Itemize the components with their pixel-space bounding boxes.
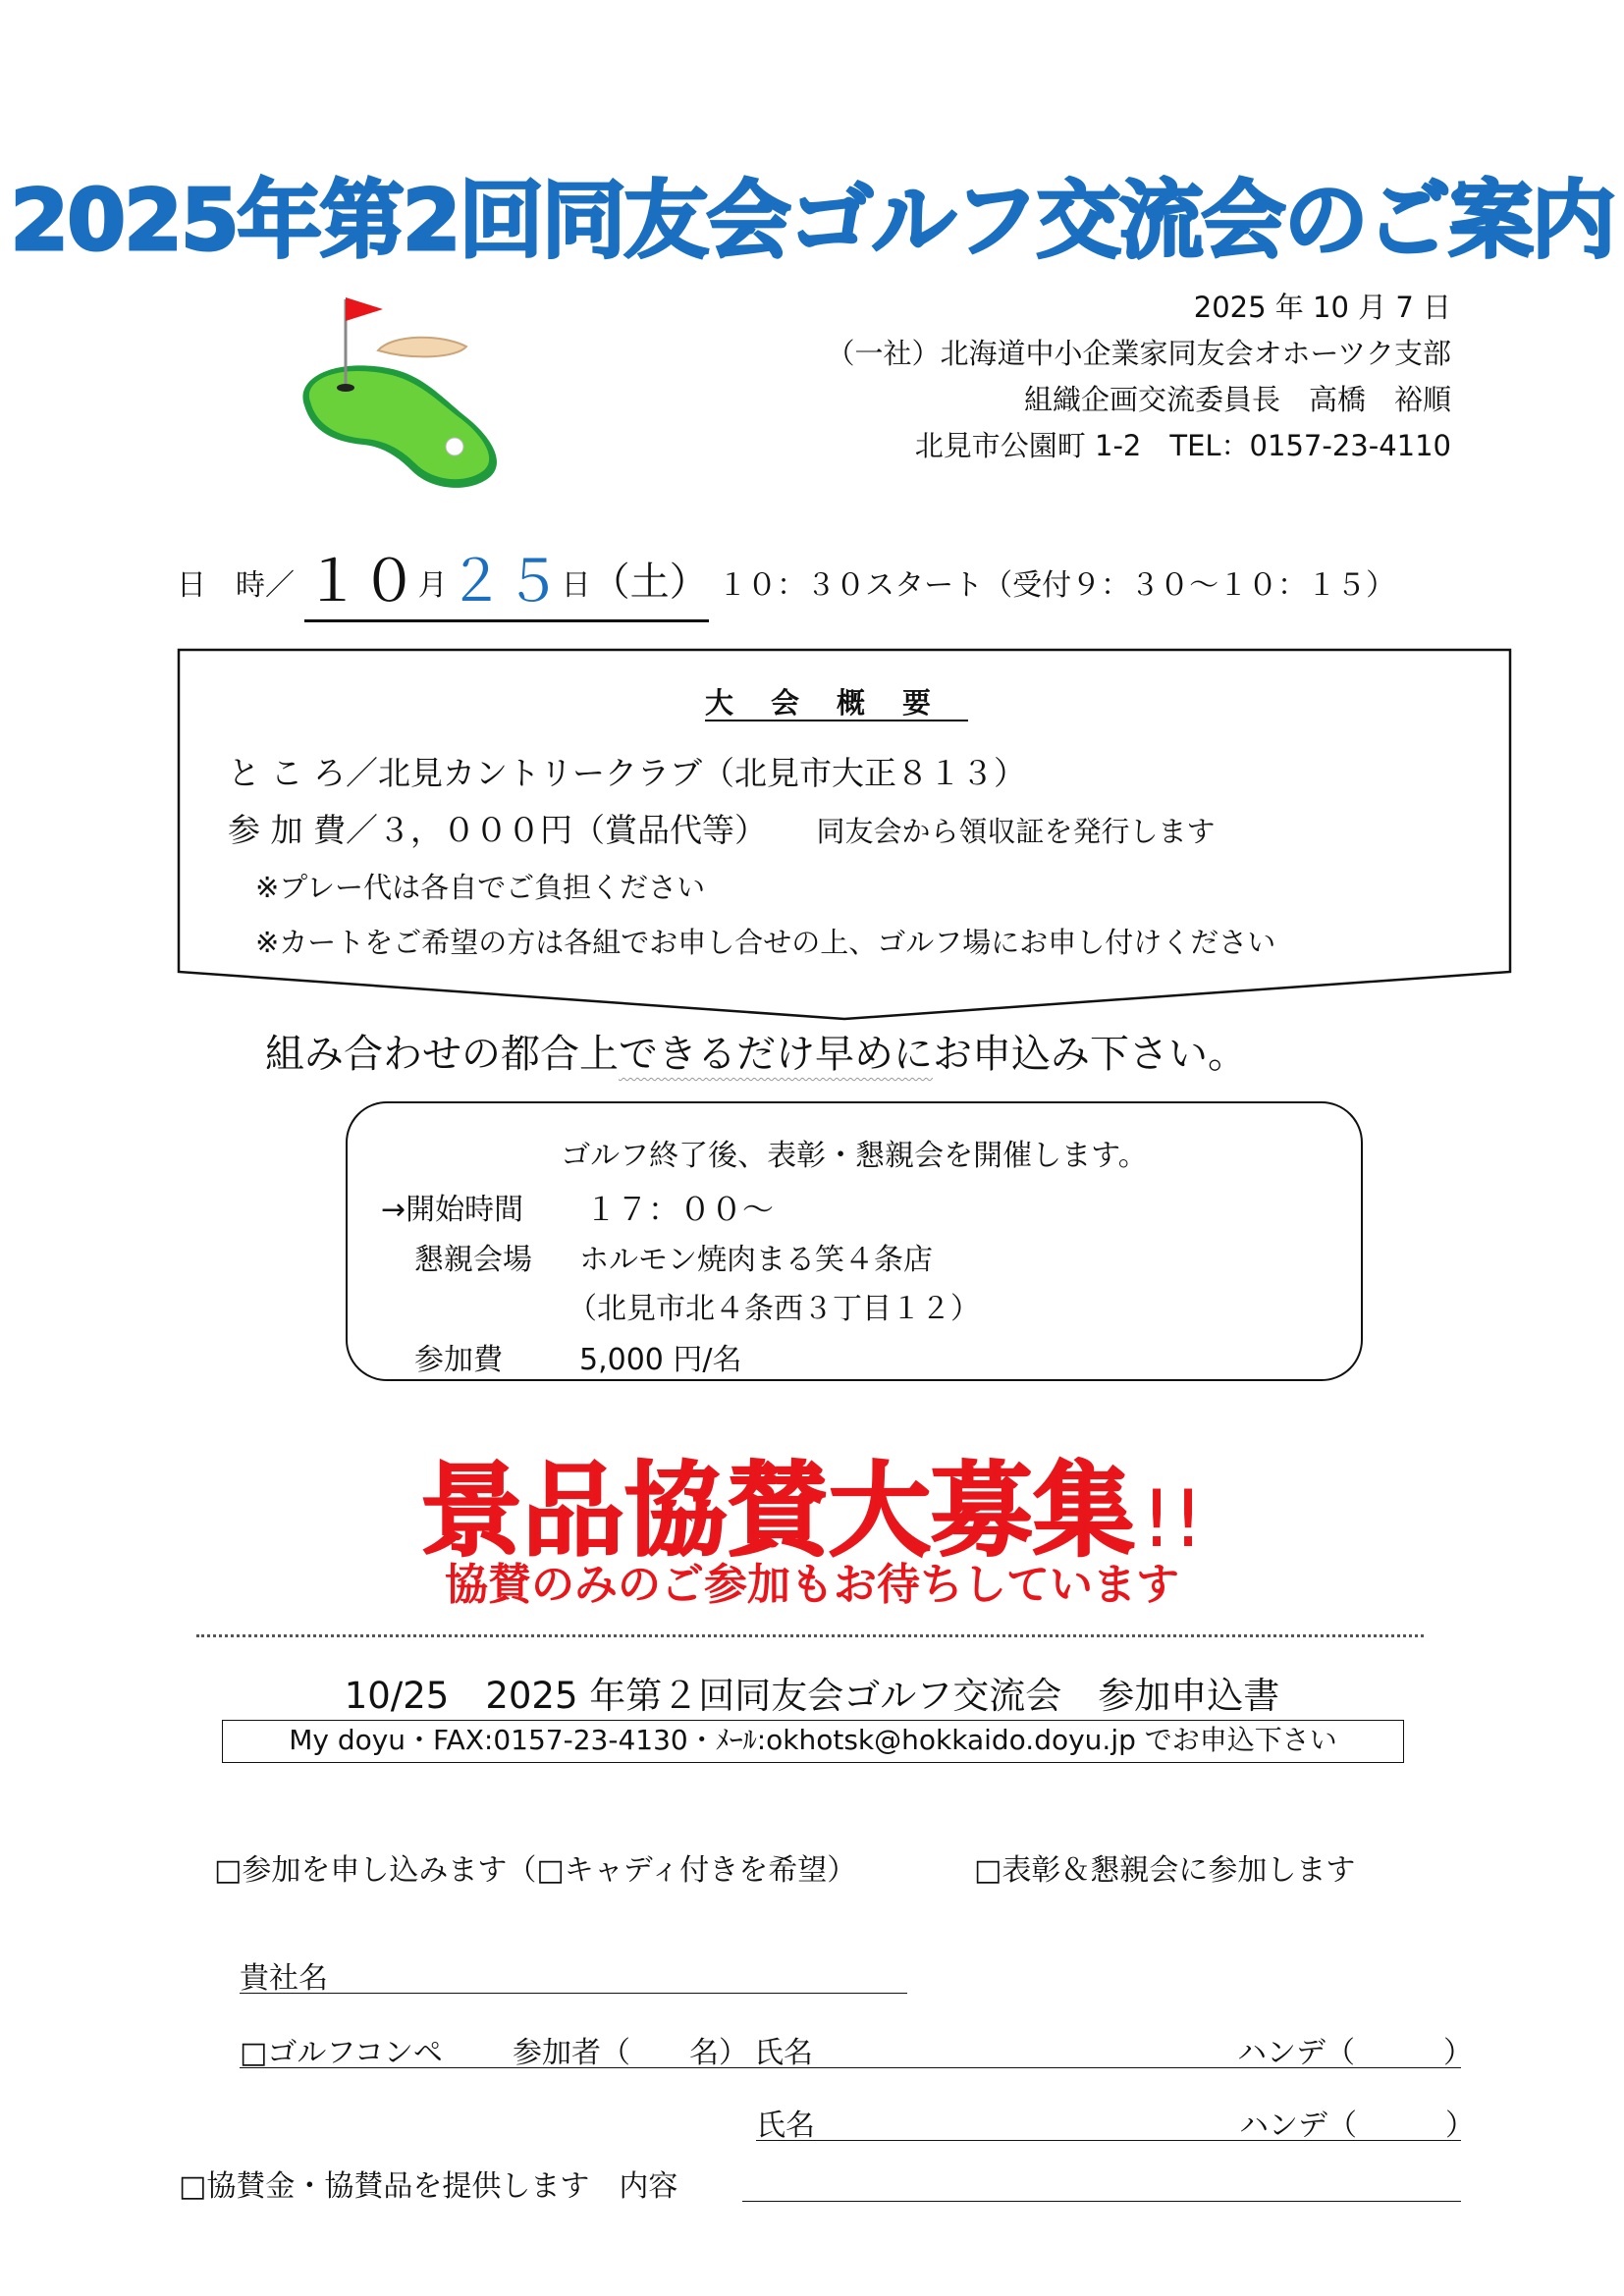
apply-early-notice: 組み合わせの都合上できるだけ早めにお申込み下さい。: [265, 1032, 1247, 1077]
overview-note-cart: ※カートをご希望の方は各組でお申し合せの上、ゴルフ場にお申し付けください: [255, 926, 1276, 959]
overview-note-play: ※プレー代は各自でご負担ください: [255, 871, 706, 904]
checkbox-party[interactable]: □表彰＆懇親会に参加します: [974, 1853, 1356, 1888]
event-time: １０：３０スタート（受付９：３０〜１０：１５）: [718, 568, 1396, 603]
name-label-1: 氏名: [754, 2036, 813, 2070]
sponsor-subline: 協賛のみのご参加もお待ちしています: [445, 1560, 1179, 1610]
form-contact: My doyu・FAX:0157-23-4130・ﾒｰﾙ:okhotsk@hokkaido.doyu.jp でお申込下さい: [222, 1720, 1404, 1763]
sender-person: 組織企画交流委員長 高橋 裕順: [1023, 383, 1451, 416]
overview-heading: 大会概要: [704, 686, 968, 720]
event-month-unit: 月: [417, 568, 448, 603]
sender-org: （一社）北海道中小企業家同友会オホーツク支部: [826, 337, 1451, 370]
party-fee-label: 参加費: [414, 1343, 503, 1377]
sponsor-exclaim: !!: [1140, 1473, 1205, 1565]
overview-fee-row: [228, 805, 1216, 851]
overview-place: と こ ろ／北見カントリークラブ（北見市大正８１３）: [228, 754, 1026, 792]
event-month: １０: [303, 548, 418, 614]
checkbox-compe[interactable]: □ゴルフコンペ: [240, 2036, 443, 2070]
party-start-label: →開始時間: [381, 1193, 524, 1227]
overview-fee: 参 加 費／３，０００円（賞品代等）: [228, 811, 767, 849]
event-day: ２５: [447, 548, 562, 614]
overview-fee-note: 同友会から領収証を発行します: [816, 815, 1216, 848]
company-label: 貴社名: [240, 1961, 328, 1996]
checkbox-join[interactable]: □参加を申し込みます（□キャディ付きを希望）: [214, 1853, 857, 1888]
cut-line: [196, 1634, 1424, 1637]
datetime-label: 日 時／: [177, 568, 295, 603]
party-venue-address: （北見市北４条西３丁目１２）: [568, 1292, 980, 1326]
compe-entry-field-1[interactable]: [240, 2067, 1461, 2068]
sender-block: [826, 285, 1451, 469]
handicap-label-2: ハンデ（ ）: [1239, 2109, 1475, 2143]
event-weekday: （土）: [590, 560, 709, 605]
party-venue-value: ホルモン焼肉まる笑４条店: [579, 1243, 933, 1277]
sender-address: 北見市公園町 1-2 TEL：0157-23-4110: [914, 429, 1451, 462]
party-venue-label: 懇親会場: [414, 1243, 532, 1277]
compe-entry-field-2[interactable]: [756, 2140, 1461, 2141]
event-day-unit: 日: [561, 568, 591, 603]
event-date: [304, 535, 709, 622]
company-field[interactable]: [240, 1993, 907, 1994]
party-heading: ゴルフ終了後、表彰・懇親会を開催します。: [561, 1139, 1148, 1173]
golf-green-icon: [295, 290, 511, 496]
party-start-value: １７：００〜: [585, 1191, 775, 1228]
form-title: 10/25 2025 年第２回同友会ゴルフ交流会 参加申込書: [344, 1675, 1280, 1717]
checkbox-sponsor[interactable]: □協賛金・協賛品を提供します 内容: [179, 2169, 678, 2204]
participants-label: 参加者（ 名）: [513, 2036, 748, 2070]
handicap-label-1: ハンデ（ ）: [1237, 2036, 1473, 2070]
sponsor-headline: 景品協賛大募集!!: [419, 1451, 1205, 1571]
name-label-2: 氏名: [756, 2109, 815, 2143]
sponsor-content-field[interactable]: [742, 2201, 1461, 2202]
page-title: 2025年第2回同友会ゴルフ交流会のご案内: [10, 172, 1614, 270]
event-datetime: [177, 535, 1395, 622]
party-fee-value: 5,000 円/名: [579, 1343, 742, 1377]
issue-date: 2025 年 10 月 7 日: [1193, 291, 1451, 324]
